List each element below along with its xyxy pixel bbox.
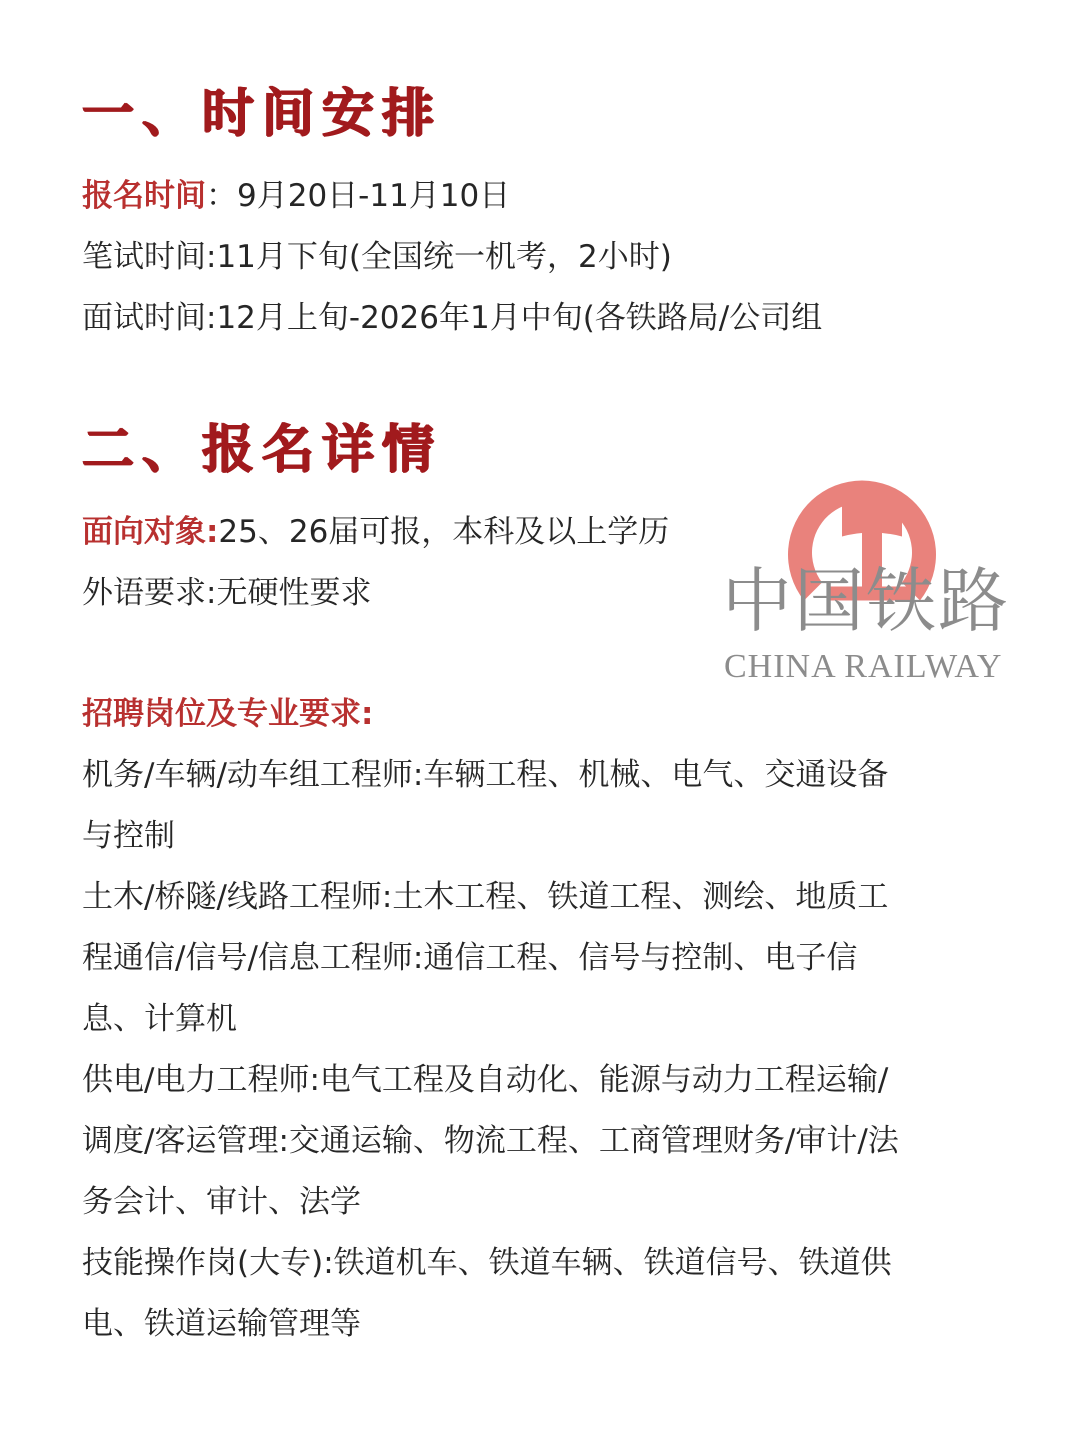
position-line: 与控制 xyxy=(82,818,175,854)
logo-text-english: CHINA RAILWAY xyxy=(724,648,1003,685)
position-line: 土木/桥隧/线路工程师:土木工程、铁道工程、测绘、地质工 xyxy=(82,879,889,915)
target-value: 25、26届可报，本科及以上学历 xyxy=(218,514,670,550)
registration-time-line xyxy=(82,178,510,215)
position-line: 机务/车辆/动车组工程师:车辆工程、机械、电气、交通设备 xyxy=(82,757,889,793)
written-exam-line: 笔试时间:11月下旬(全国统一机考，2小时) xyxy=(82,239,672,275)
position-line: 供电/电力工程师:电气工程及自动化、能源与动力工程运输/ xyxy=(82,1062,889,1098)
section-heading-schedule: 一、时间安排 xyxy=(82,84,443,144)
position-line: 务会计、审计、法学 xyxy=(82,1184,361,1220)
logo-text-chinese: 中国铁路 xyxy=(722,560,1010,642)
target-label: 面向对象: xyxy=(82,514,219,550)
language-line: 外语要求:无硬性要求 xyxy=(82,575,372,611)
registration-time-label: 报名时间 xyxy=(82,178,206,214)
interview-line: 面试时间:12月上旬-2026年1月中旬(各铁路局/公司组 xyxy=(82,300,823,336)
position-line: 调度/客运管理:交通运输、物流工程、工商管理财务/审计/法 xyxy=(82,1123,899,1159)
positions-label: 招聘岗位及专业要求: xyxy=(82,696,374,732)
china-railway-emblem-icon xyxy=(712,366,1032,691)
section-heading-details: 二、报名详情 xyxy=(82,420,443,480)
target-line xyxy=(82,514,669,551)
position-line: 程通信/信号/信息工程师:通信工程、信号与控制、电子信 xyxy=(82,940,858,976)
position-line: 息、计算机 xyxy=(82,1001,237,1037)
registration-time-value: ：9月20日-11月10日 xyxy=(206,178,511,214)
position-line: 技能操作岗(大专):铁道机车、铁道车辆、铁道信号、铁道供 xyxy=(82,1245,892,1281)
position-line: 电、铁道运输管理等 xyxy=(82,1306,361,1342)
